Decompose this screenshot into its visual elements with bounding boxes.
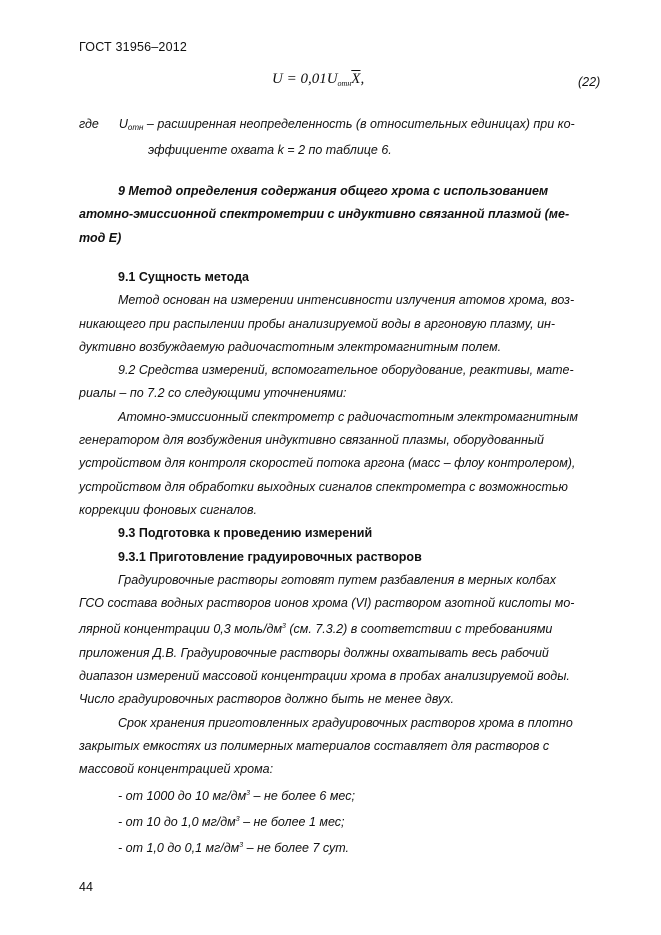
- section-9-line-2: атомно-эмиссионной спектрометрии с индуктивно связанной плазмой (ме-: [79, 207, 570, 222]
- where-line-2: эффициенте охвата k = 2 по таблице 6.: [148, 143, 392, 158]
- section-9-1: [79, 266, 615, 860]
- formula-tail: ,: [360, 71, 365, 87]
- s931-line-3a: лярной концентрации 0,3 моль/дм: [79, 622, 283, 637]
- storage-line-2: закрытых емкостях из полимерных материалов составляет для растворов с: [79, 738, 550, 753]
- section-9-line-3: тод Е): [79, 230, 122, 245]
- s92-line-3: Атомно-эмиссионный спектрометр с радиочастотным электромагнитным: [118, 409, 578, 424]
- s92-line-5: устройством для контроля скоростей потока аргона (масс – флоу контролером),: [79, 456, 576, 471]
- s92-line-6: устройством для обработки выходных сигналов спектрометра с возможностью: [79, 479, 568, 494]
- storage-item: [79, 782, 615, 808]
- storage-item-2-a: - от 10 до 1,0 мг/дм: [118, 814, 236, 829]
- s931-line-5: диапазон измерений массовой концентрации хрома в пробах анализируемой воды.: [79, 669, 570, 684]
- section-9-heading: [79, 180, 615, 250]
- where-text-1: – расширенная неопределенность (в относительных единицах) при ко-: [143, 117, 575, 131]
- document-header: ГОСТ 31956–2012: [79, 40, 188, 54]
- formula-22: [272, 71, 364, 88]
- storage-line-1: Срок хранения приготовленных градуировочных растворов хрома в плотно: [118, 715, 573, 730]
- formula-subscript: отн: [337, 79, 352, 88]
- where-symbol: U: [118, 117, 128, 131]
- s931-line-3b: (см. 7.3.2) в соответствии с требованиями: [285, 622, 553, 637]
- formula-x-bar: $\overline{X}$: [351, 71, 361, 87]
- s92-line-1: 9.2 Средства измерений, вспомогательное оборудование, реактивы, мате-: [118, 363, 574, 378]
- s931-line-1: Градуировочные растворы готовят путем разбавления в мерных колбах: [118, 572, 556, 587]
- formula-number: (22): [578, 75, 601, 89]
- storage-item-2-b: – не более 1 мес;: [239, 814, 345, 829]
- section-9-1-heading: 9.1 Сущность метода: [118, 270, 249, 284]
- storage-item: [79, 834, 615, 860]
- s92-line-2: риалы – по 7.2 со следующими уточнениями:: [79, 386, 347, 401]
- storage-item-3-b: – не более 7 сут.: [243, 841, 349, 856]
- where-symbol-sub: отн: [127, 123, 144, 132]
- storage-item: [79, 808, 615, 834]
- page-number: 44: [79, 880, 93, 894]
- storage-item-1-b: – не более 6 мес;: [250, 788, 355, 803]
- storage-item-3-a: - от 1,0 до 0,1 мг/дм: [118, 841, 240, 856]
- s931-line-2: ГСО состава водных растворов ионов хрома (VI) раствором азотной кислоты мо-: [79, 596, 575, 611]
- section-9-3-1-heading: 9.3.1 Приготовление градуировочных растворов: [118, 549, 422, 564]
- section-9-line-1: 9 Метод определения содержания общего хрома с использованием: [118, 184, 549, 198]
- storage-item-3-sup: 3: [239, 842, 244, 850]
- formula-lhs: U = 0,01U: [272, 71, 338, 87]
- s931-line-4: приложения Д.В. Градуировочные растворы должны охватывать весь рабочий: [79, 645, 549, 660]
- section-9-3-heading: 9.3 Подготовка к проведению измерений: [118, 526, 373, 541]
- s92-line-7: коррекции фоновых сигналов.: [79, 502, 258, 517]
- where-clause: [79, 113, 615, 163]
- s931-line-3-sup: 3: [282, 623, 286, 631]
- s91-line-3: дуктивно возбуждаемую радиочастотным электромагнитным полем.: [79, 339, 502, 354]
- s92-line-4: генератором для возбуждения индуктивно связанной плазмы, оборудованный: [79, 433, 545, 448]
- s91-line-1: Метод основан на измерении интенсивности излучения атомов хрома, воз-: [118, 293, 575, 308]
- s931-line-6: Число градуировочных растворов должно быть не менее двух.: [79, 692, 454, 707]
- s931-line-3: [79, 615, 615, 641]
- where-label: где: [79, 117, 99, 131]
- storage-line-3: массовой концентрацией хрома:: [79, 762, 274, 777]
- storage-item-1-sup: 3: [246, 789, 251, 797]
- s91-line-2: никающего при распылении пробы анализируемой воды в аргоновую плазму, ин-: [79, 316, 556, 331]
- where-line-1: [79, 113, 615, 139]
- storage-item-1-a: - от 1000 до 10 мг/дм: [118, 788, 247, 803]
- storage-item-2-sup: 3: [235, 815, 240, 823]
